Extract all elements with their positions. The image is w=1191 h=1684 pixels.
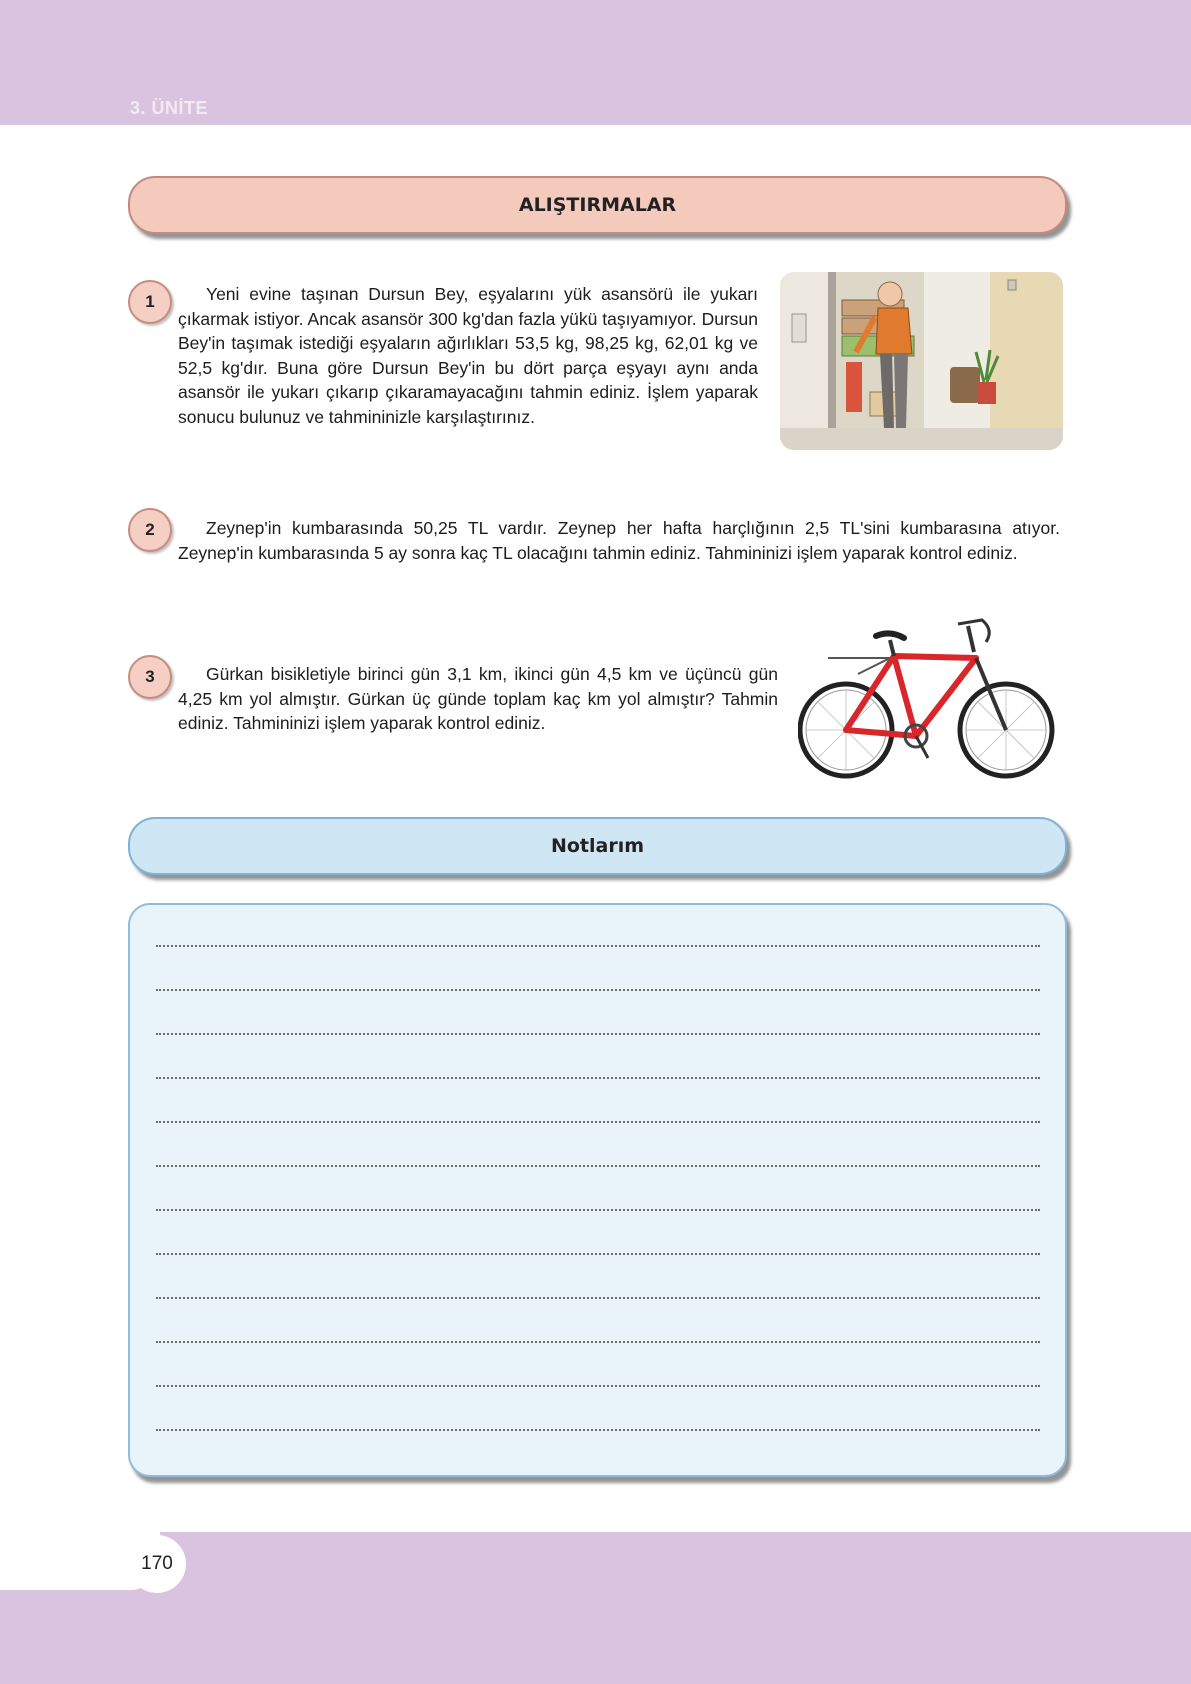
page-number: 170 xyxy=(128,1535,186,1593)
note-line xyxy=(156,1209,1040,1211)
question-1-text xyxy=(178,282,758,429)
note-line xyxy=(156,1033,1040,1035)
exercises-banner: ALIŞTIRMALAR xyxy=(128,176,1067,234)
question-3-number: 3 xyxy=(128,655,172,699)
notes-writing-area[interactable] xyxy=(128,903,1067,1477)
bicycle-illustration xyxy=(798,612,1060,782)
note-line xyxy=(156,1077,1040,1079)
question-3-text xyxy=(178,662,778,736)
note-line xyxy=(156,1429,1040,1431)
note-line xyxy=(156,1341,1040,1343)
unit-label: 3. ÜNİTE xyxy=(130,98,209,118)
note-line xyxy=(156,1385,1040,1387)
note-line xyxy=(156,1165,1040,1167)
question-1-text-content: Yeni evine taşınan Dursun Bey, eşyalarını yük asansörü ile yukarı çıkarmak istiyor. Ancak asansör 300 kg'dan fazla yükü taşıyamıyor. Dursun Bey'in taşımak istediği eşyaların ağırlıkları 53,5 kg, 98,25 kg, 62,01 kg ve 52,5 kg'dır. Buna göre Dursun Bey'in bu dört parça eşyayı aynı anda asansör ile yukarı çıkarıp çıkaramayacağını tahmin ediniz. İşlem yaparak sonucu bulunuz ve tahmininizle karşılaştırınız. xyxy=(178,284,758,427)
note-line xyxy=(156,1121,1040,1123)
note-line xyxy=(156,989,1040,991)
elevator-moving-illustration xyxy=(780,272,1063,450)
note-line xyxy=(156,1253,1040,1255)
question-2-number: 2 xyxy=(128,508,172,552)
question-1-number: 1 xyxy=(128,280,172,324)
note-line xyxy=(156,945,1040,947)
question-2-text xyxy=(178,516,1060,565)
question-2-text-content: Zeynep'in kumbarasında 50,25 TL vardır. Zeynep her hafta harçlığının 2,5 TL'sini kumbarasına atıyor. Zeynep'in kumbarasında 5 ay sonra kaç TL olacağını tahmin ediniz. Tahmininizi işlem yaparak kontrol ediniz. xyxy=(178,518,1060,563)
question-3-text-content: Gürkan bisikletiyle birinci gün 3,1 km, ikinci gün 4,5 km ve üçüncü gün 4,25 km yol almıştır. Gürkan üç günde toplam kaç km yol almıştır? Tahmin ediniz. Tahmininizi işlem yaparak kontrol ediniz. xyxy=(178,664,778,733)
notes-banner: Notlarım xyxy=(128,817,1067,875)
note-line xyxy=(156,1297,1040,1299)
